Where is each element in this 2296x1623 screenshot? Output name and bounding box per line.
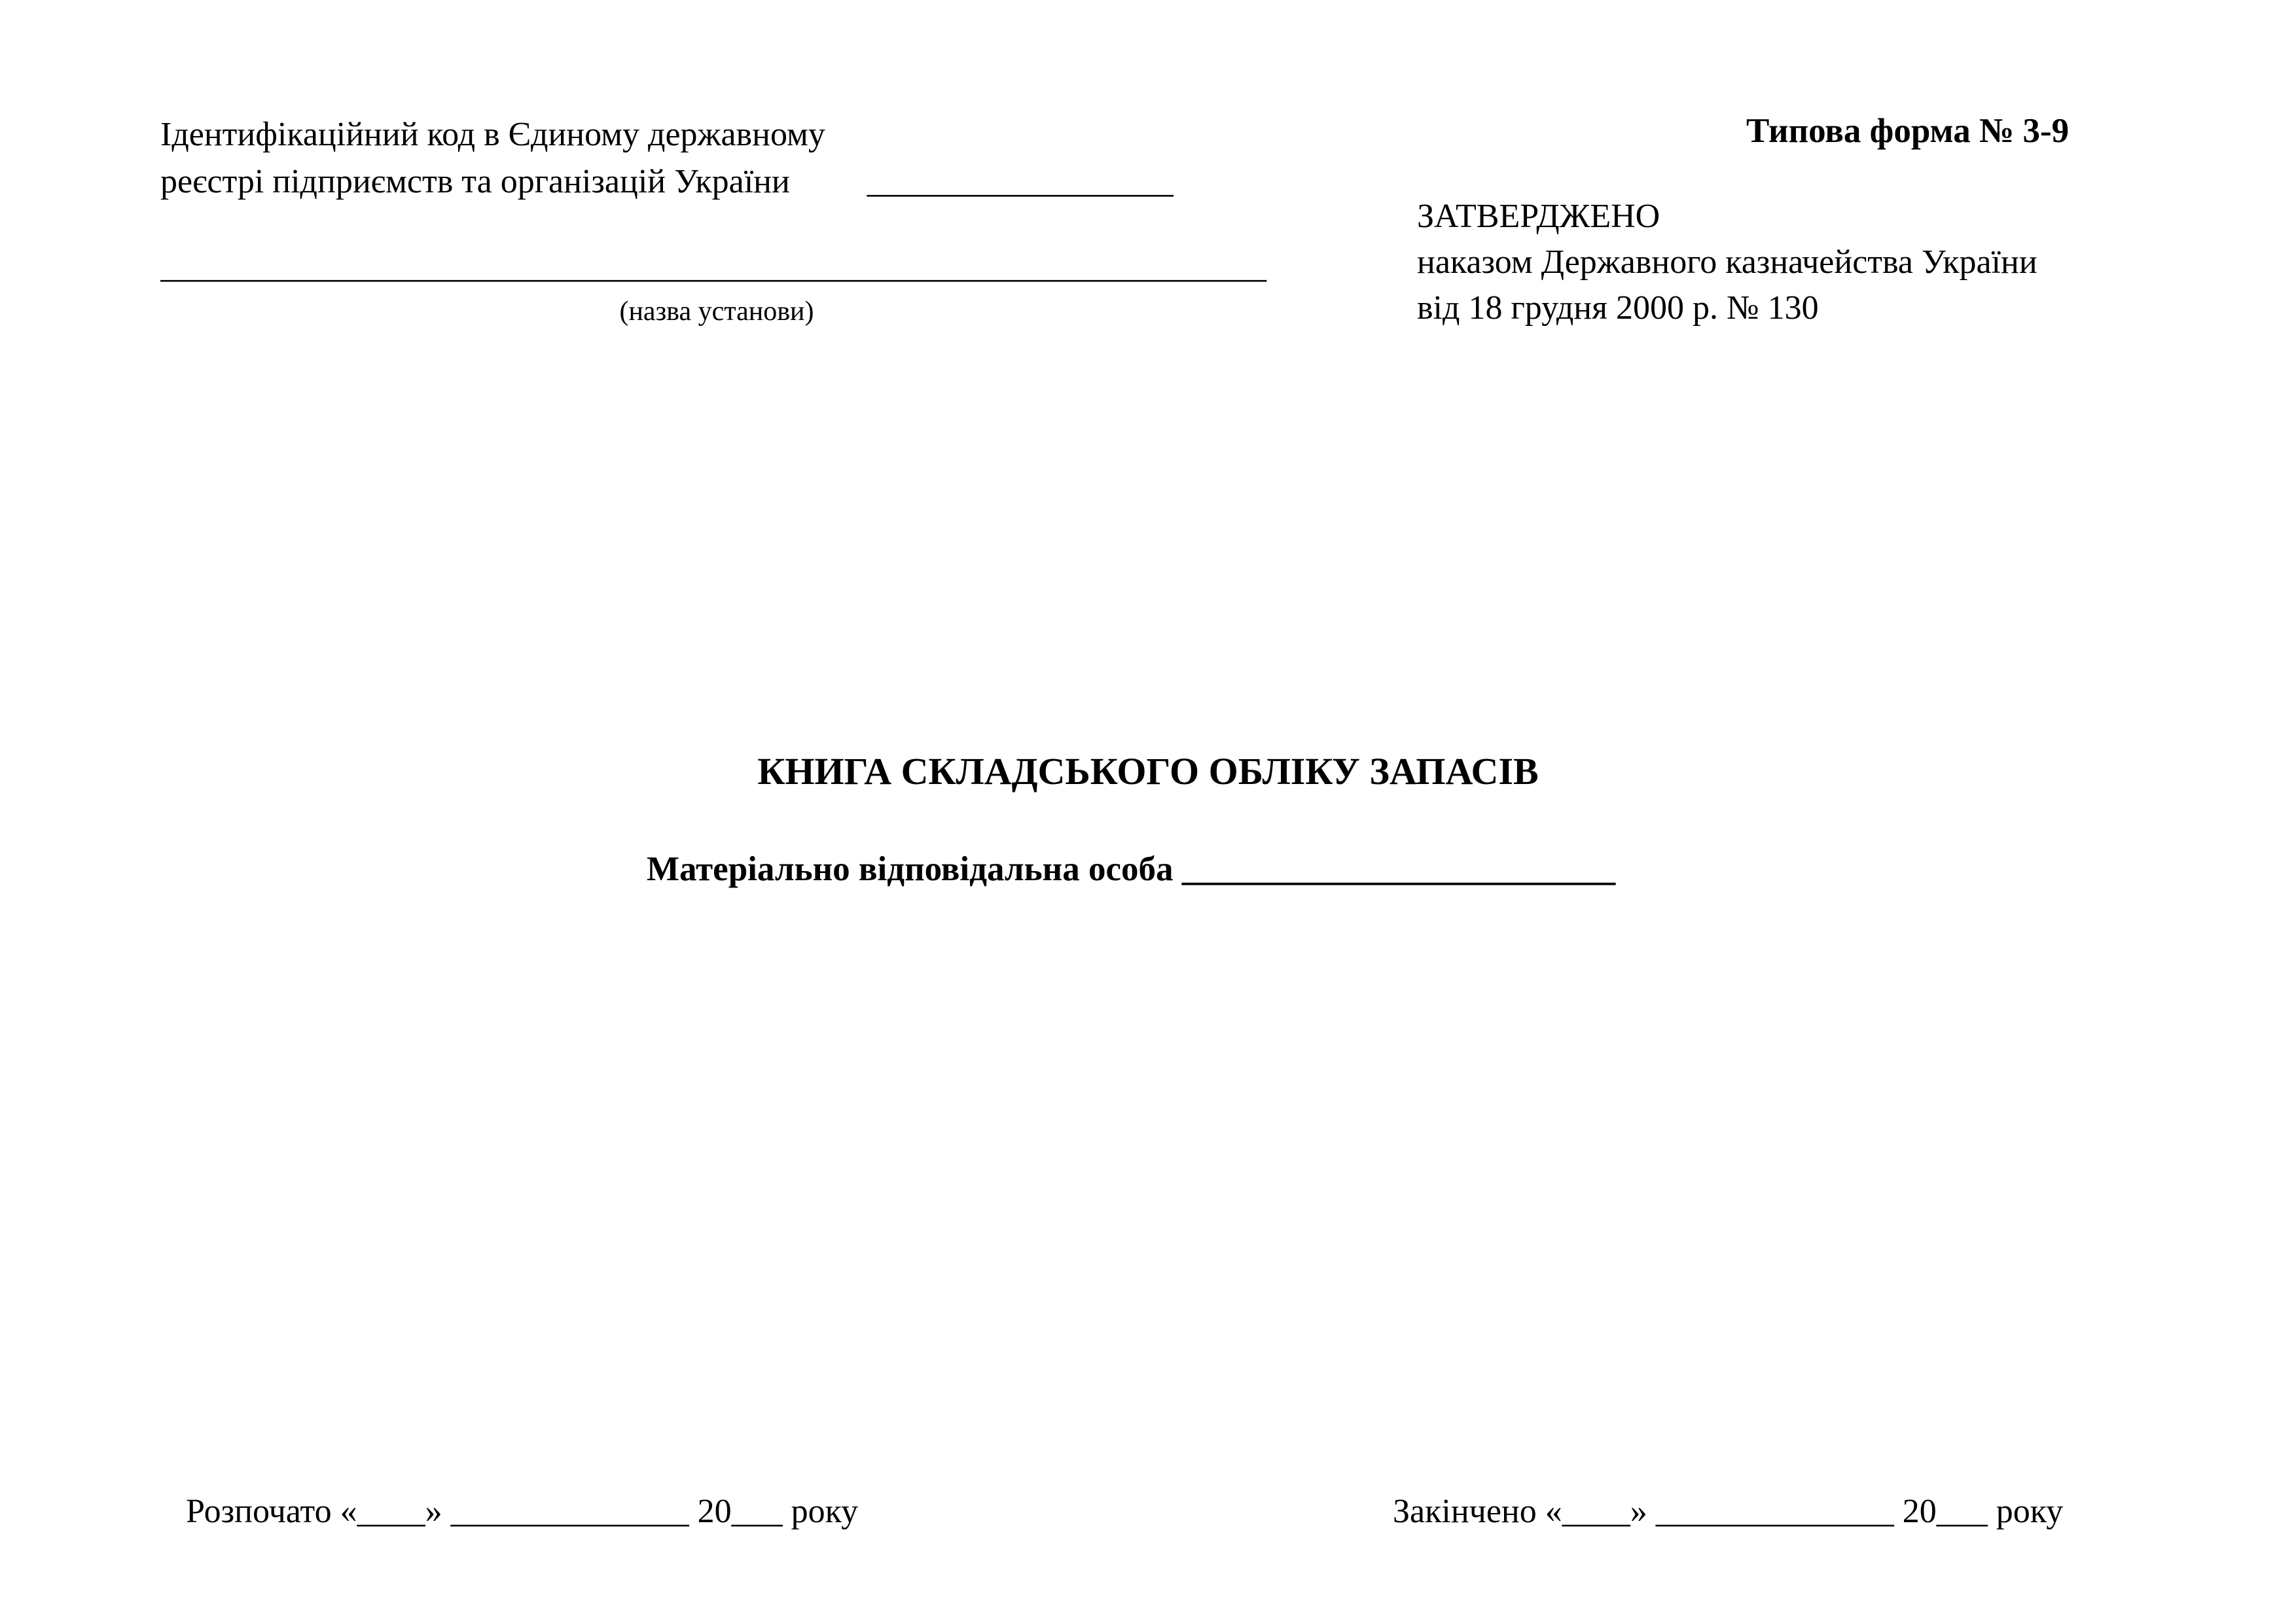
identification-block [160, 111, 1312, 205]
finished-date-line: Закінчено «____» ______________ 20___ року [1393, 1493, 2064, 1530]
identification-line2 [160, 158, 1312, 205]
started-date-line: Розпочато «____» ______________ 20___ року [186, 1493, 859, 1530]
responsible-person-label: Матеріально відповідальна особа [647, 850, 1182, 888]
edrpou-code-blank-field: __________________ [867, 163, 1174, 200]
approved-by-line: наказом Державного казначейства України [1417, 243, 2037, 281]
institution-name-blank-field: _________________________________________________________________ [160, 248, 1266, 285]
responsible-person-line [647, 849, 1615, 889]
approved-date-line: від 18 грудня 2000 р. № 130 [1417, 289, 1819, 327]
responsible-person-blank-field: _________________________ [1181, 850, 1616, 888]
institution-name-caption: (назва установи) [619, 296, 814, 327]
identification-line1: Ідентифікаційний код в Єдиному державному [160, 116, 825, 153]
identification-line2-label: реєстрі підприємств та організацій України [160, 163, 790, 200]
form-number-label: Типова форма № 3-9 [1746, 112, 2070, 150]
document-title: КНИГА СКЛАДСЬКОГО ОБЛІКУ ЗАПАСІВ [757, 750, 1539, 793]
approval-block [1417, 194, 2037, 331]
approved-heading: ЗАТВЕРДЖЕНО [1417, 198, 1660, 235]
